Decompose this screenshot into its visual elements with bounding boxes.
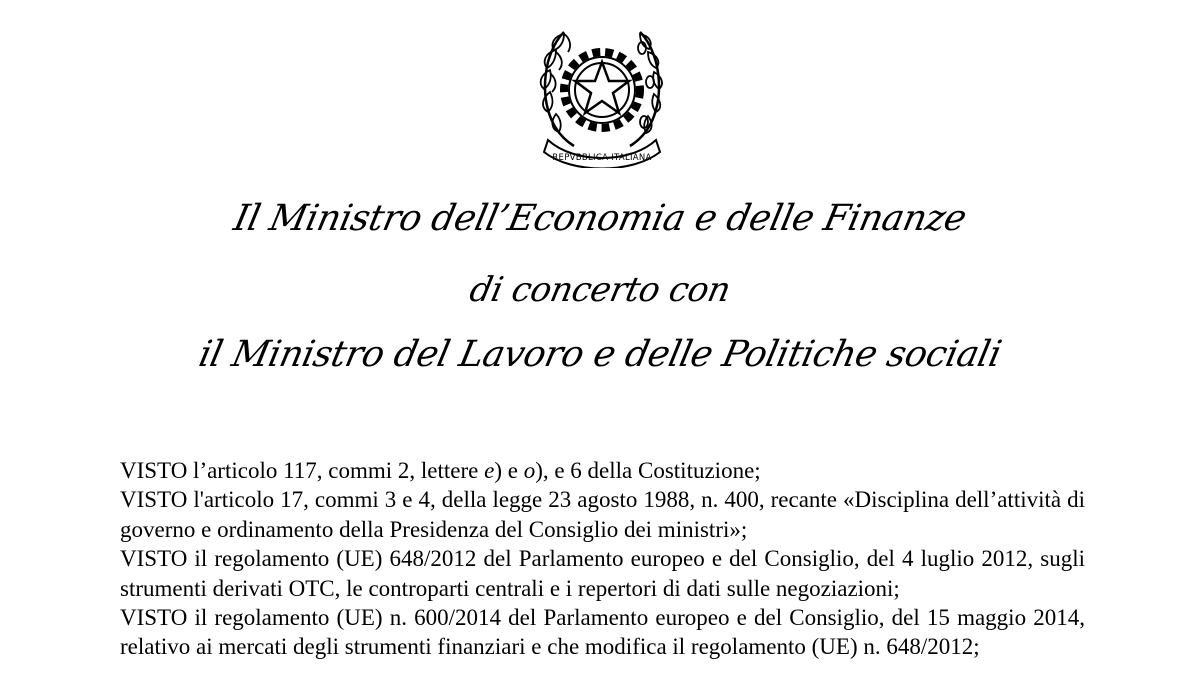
emblem-icon bbox=[534, 18, 670, 168]
svg-text:REPVBBLICA ITALIANA: REPVBBLICA ITALIANA bbox=[552, 153, 652, 163]
paragraph-text: ) e bbox=[494, 458, 524, 483]
italian-republic-emblem bbox=[534, 18, 670, 168]
paragraph-text: ), e 6 della Costituzione; bbox=[535, 458, 761, 483]
letter-o: o bbox=[523, 458, 536, 483]
paragraph-visto-regolamento-648: VISTO il regolamento (UE) 648/2012 del Parlamento europeo e del Consiglio, del 4 luglio 2012, sugli strumenti derivati OTC, le controparti centrali e i repertori di dati sulle negoziazioni; bbox=[120, 546, 1085, 601]
paragraph-visto-costituzione bbox=[120, 456, 1085, 485]
document-body bbox=[120, 456, 1085, 662]
heading-minister-economy: Il Ministro dell’Economia e delle Finanze bbox=[230, 198, 970, 239]
heading-minister-labour: il Ministro del Lavoro e delle Politiche sociali bbox=[195, 334, 1005, 375]
heading-in-concert-with: di concerto con bbox=[466, 270, 734, 310]
paragraph-visto-regolamento-600: VISTO il regolamento (UE) n. 600/2014 del Parlamento europeo e del Consiglio, del 15 maggio 2014, relativo ai mercati degli strumenti finanziari e che modifica il regolamento (UE) n. 648/2012; bbox=[120, 605, 1085, 660]
paragraph-text: VISTO l’articolo 117, commi 2, lettere bbox=[120, 458, 485, 483]
letter-e: e bbox=[484, 458, 495, 483]
paragraph-visto-legge-400: VISTO l'articolo 17, commi 3 e 4, della legge 23 agosto 1988, n. 400, recante «Disciplina dell’attività di governo e ordinamento della Presidenza del Consiglio dei ministri»; bbox=[120, 487, 1085, 542]
